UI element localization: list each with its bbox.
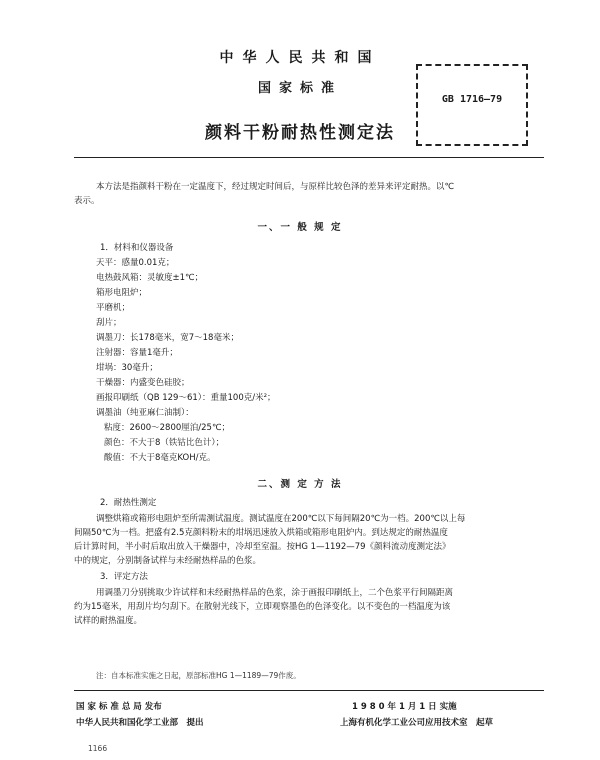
page-number: 1166 (88, 744, 108, 753)
para3-line: 约为15毫米，用刮片均匀刮下。在散射光线下，立即观察墨色的色泽变化。以不变色的一档温度为该 (74, 602, 451, 612)
material-item: 箱形电阻炉； (96, 288, 148, 298)
oil-property: 颜色：不大于8（铁钴比色计）； (104, 438, 225, 448)
gb-code-box (416, 64, 528, 146)
oil-property: 酸值：不大于8毫克KOH/克。 (104, 453, 216, 463)
oil-property: 粘度：2600～2800厘泊/25℃； (104, 423, 230, 433)
section1-heading: 一、一 般 规 定 (257, 222, 343, 233)
material-item: 调墨刀：长178毫米，宽7～18毫米； (96, 333, 239, 343)
material-item: 平磨机； (96, 303, 131, 313)
para2-line: 中的规定，分别制备试样与未经耐热样品的色浆。 (74, 556, 262, 566)
para2-line: 后计算时间，半小时后取出放入干燥器中，冷却至室温。按HG 1—1192—79《颜料流动度测定法》 (74, 542, 451, 552)
material-item: 注射器：容量1毫升； (96, 348, 178, 358)
para2-line: 间隔50℃为一档。把盛有2.5克颜料粉末的坩埚迅速放入烘箱或箱形电阻炉内。到达规定的耐热温度 (74, 528, 448, 538)
section2-sub-3: 3．评定方法 (100, 572, 148, 582)
material-item: 调墨油（纯亚麻仁油制）： (96, 408, 194, 418)
intro-line-2: 表示。 (74, 196, 100, 206)
material-item: 画报印刷纸（QB 129～61）：重量100克/米²； (96, 393, 276, 403)
footer-divider (74, 690, 544, 691)
gb-code: GB 1716—79 (441, 94, 503, 105)
section2-heading: 二、测 定 方 法 (257, 479, 343, 490)
section2-sub-2: 2．耐热性测定 (100, 498, 157, 508)
header-country: 中华人民共和国 (219, 50, 381, 66)
material-item: 坩埚：30毫升； (96, 363, 158, 373)
para3-line: 用调墨刀分别挑取少许试样和未经耐热样品的色浆，涂于画报印刷纸上，二个色浆平行间隔距离 (96, 588, 454, 598)
material-item: 刮片； (96, 318, 122, 328)
intro-line-1: 本方法是指颜料干粉在一定温度下，经过规定时间后，与原样比较色泽的差异来评定耐热。以℃ (96, 182, 455, 192)
footer-proposer: 中华人民共和国化学工业部 提出 (76, 718, 204, 728)
footnote: 注：自本标准实施之日起，原部标准HG 1—1189—79作废。 (96, 671, 301, 680)
material-item: 干燥器：内盛变色硅胶； (96, 378, 190, 388)
section1-subheading: 1．材料和仪器设备 (100, 243, 174, 253)
material-item: 天平：感量0.01克； (96, 258, 175, 268)
footer-drafter: 上海有机化学工业公司应用技术室 起草 (340, 718, 494, 728)
footer-effective-date: 1 9 8 0 年 1 月 1 日 实施 (352, 702, 457, 712)
para2-line: 调整烘箱或箱形电阻炉至所需测试温度。测试温度在200℃以下每间隔20℃为一档。200℃以上每 (96, 514, 466, 524)
header-standard-type: 国家标准 (257, 81, 342, 96)
header-divider (74, 157, 544, 158)
footer-publisher: 国 家 标 准 总 局 发布 (76, 702, 162, 712)
material-item: 电热鼓风箱：灵敏度±1℃； (96, 273, 204, 283)
para3-line: 试样的耐热温度。 (74, 616, 143, 626)
page-title: 颜料干粉耐热性测定法 (205, 123, 395, 143)
